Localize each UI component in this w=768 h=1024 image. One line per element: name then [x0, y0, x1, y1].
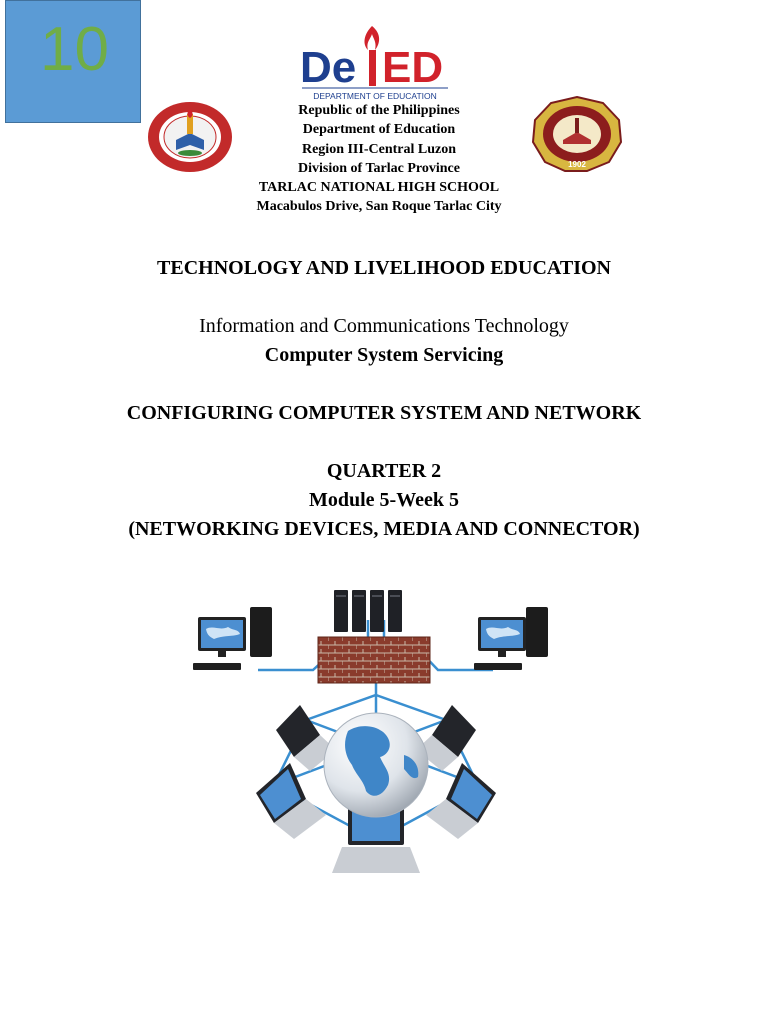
grade-number: 10	[40, 15, 109, 84]
specialization: Information and Communications Technology	[199, 315, 569, 337]
header-line: Division of Tarlac Province	[298, 160, 460, 176]
subject-title: TECHNOLOGY AND LIVELIHOOD EDUCATION	[157, 257, 611, 279]
quarter-label: QUARTER 2	[326, 460, 442, 482]
topic-title: CONFIGURING COMPUTER SYSTEM AND NETWORK	[126, 402, 642, 424]
lesson-title: (NETWORKING DEVICES, MEDIA AND CONNECTOR)	[128, 518, 640, 540]
svg-text:De: De	[300, 43, 357, 92]
school-header	[200, 101, 558, 217]
deped-subtext: DEPARTMENT OF EDUCATION	[313, 91, 437, 101]
header-line: Department of Education	[302, 122, 456, 138]
header-line: Region III-Central Luzon	[301, 141, 456, 157]
deped-logo	[298, 22, 452, 104]
module-label: Module 5-Week 5	[309, 489, 459, 511]
svg-text:ED: ED	[382, 43, 444, 92]
header-line: Republic of the Philippines	[298, 103, 460, 118]
seal-year: 1902	[568, 160, 586, 169]
header-line: TARLAC NATIONAL HIGH SCHOOL	[258, 180, 500, 196]
course-title: Computer System Servicing	[264, 344, 504, 366]
network-illustration-icon	[188, 585, 564, 877]
header-line: Macabulos Drive, San Roque Tarlac City	[256, 199, 502, 215]
grade-badge	[5, 0, 141, 123]
